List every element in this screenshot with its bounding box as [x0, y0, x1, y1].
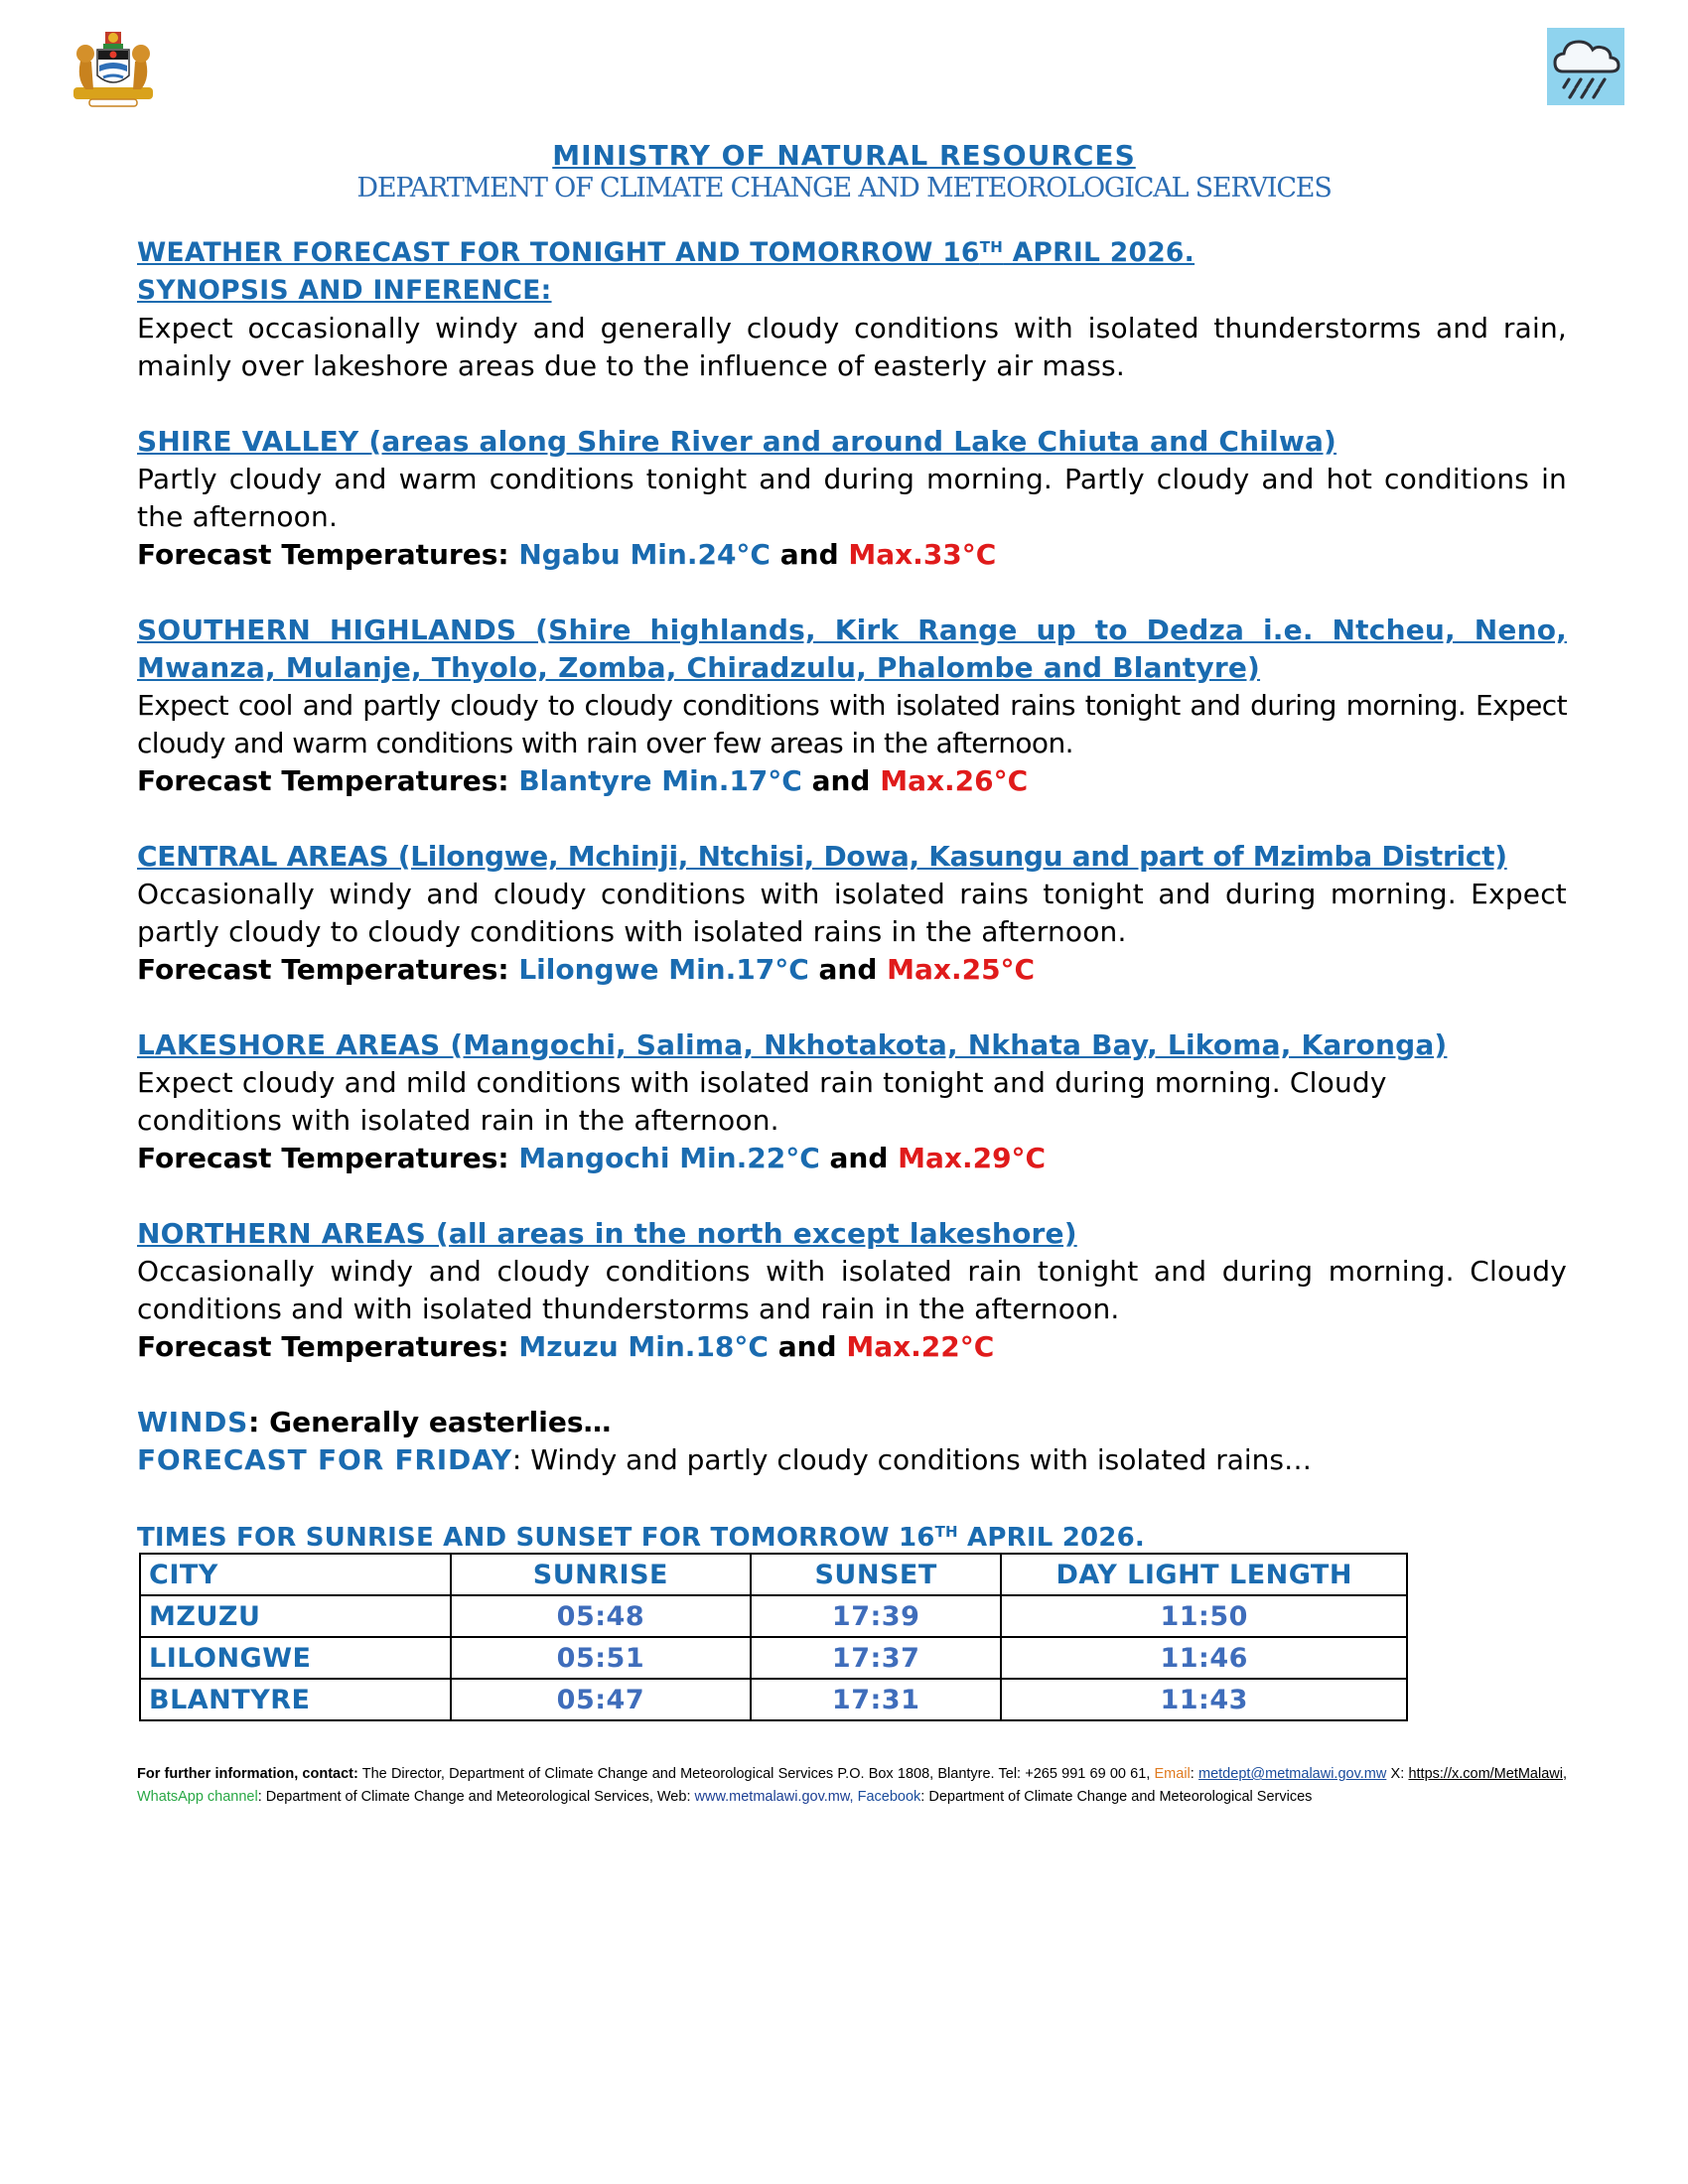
column-header: CITY — [140, 1554, 451, 1595]
contact-label: For further information, contact: — [137, 1766, 358, 1782]
city-cell: MZUZU — [140, 1595, 451, 1637]
region-heading-lakeshore-areas: LAKESHORE AREAS (Mangochi, Salima, Nkhotakota, Nkhata Bay, Likoma, Karonga) — [137, 1028, 1448, 1061]
column-header: SUNSET — [751, 1554, 1002, 1595]
region-heading-southern-highlands: SOUTHERN HIGHLANDS (Shire highlands, Kirk Range up to Dedza i.e. Ntcheu, Neno, Mwanza, Mulanje, Thyolo, Zomba, Chiradzulu, Phalombe and Blantyre) — [137, 614, 1567, 684]
winds-label: WINDS — [137, 1406, 249, 1438]
max-temp: Max.22°C — [846, 1330, 995, 1363]
city-cell: LILONGWE — [140, 1637, 451, 1679]
daylight-cell: 11:43 — [1001, 1679, 1407, 1720]
synopsis-text: Expect occasionally windy and generally cloudy conditions with isolated thunderstorms and rain, mainly over lakeshore areas due to the influence of easterly air mass. — [137, 312, 1567, 382]
coat-of-arms-icon — [68, 24, 159, 115]
min-temp: Blantyre Min.17°C — [518, 764, 802, 797]
email-label: Email — [1154, 1766, 1191, 1782]
region-text-northern-areas: Occasionally windy and cloudy conditions with isolated rain tonight and during morning. Cloudy conditions and with isolated thunderstorms and rain in the afternoon. — [137, 1255, 1567, 1325]
region-text-southern-highlands: Expect cool and partly cloudy to cloudy conditions with isolated rains tonight and during morning. Expect cloudy and warm conditions with rain over few areas in the afternoon. — [137, 689, 1567, 759]
region-temps-lakeshore-areas: Forecast Temperatures: Mangochi Min.22°C and Max.29°C — [137, 1142, 1047, 1174]
contact-text: The Director, Department of Climate Change and Meteorological Services P.O. Box 1808, Blantyre. Tel: +265 991 69 00 61, — [357, 1766, 1155, 1782]
whatsapp-text: : Department of Climate Change and Meteorological Services, Web: — [257, 1789, 695, 1805]
table-header-row — [140, 1554, 1407, 1595]
max-temp: Max.33°C — [848, 538, 997, 571]
winds-text: : Generally easterlies… — [248, 1406, 612, 1438]
ministry-title: MINISTRY OF NATURAL RESOURCES — [552, 139, 1136, 172]
department-title: DEPARTMENT OF CLIMATE CHANGE AND METEOROLOGICAL SERVICES — [356, 173, 1332, 204]
daylight-cell: 11:50 — [1001, 1595, 1407, 1637]
facebook-text: : Department of Climate Change and Meteorological Services — [920, 1789, 1313, 1805]
max-temp: Max.26°C — [880, 764, 1029, 797]
min-temp: Lilongwe Min.17°C — [518, 953, 809, 986]
max-temp: Max.25°C — [887, 953, 1036, 986]
region-temps-northern-areas: Forecast Temperatures: Mzuzu Min.18°C and Max.22°C — [137, 1330, 995, 1363]
table-row — [140, 1679, 1407, 1720]
friday-text: : Windy and partly cloudy conditions with isolated rains… — [511, 1443, 1312, 1476]
region-text-lakeshore-areas: Expect cloudy and mild conditions with isolated rain tonight and during morning. Cloudy conditions with isolated rain in the afternoon. — [137, 1066, 1387, 1137]
sunset-cell: 17:37 — [751, 1637, 1002, 1679]
daylight-cell: 11:46 — [1001, 1637, 1407, 1679]
forecast-content — [137, 234, 1567, 1721]
sunset-cell: 17:31 — [751, 1679, 1002, 1720]
region-text-central-areas: Occasionally windy and cloudy conditions with isolated rains tonight and during morning. Expect partly cloudy to cloudy conditions with isolated rains in the afternoon. — [137, 878, 1567, 948]
sun-times-table — [139, 1553, 1408, 1721]
min-temp: Ngabu Min.24°C — [518, 538, 771, 571]
contact-footer: For further information, contact: The Director, Department of Climate Change and Meteorological Services P.O. Box 1808, Blantyre. Tel: +265 991 69 00 61, Email: metdept@metmalawi.gov.mw X: https://x.com/MetMalawi, WhatsApp channel: Department of Climate Change and Meteorological Services, Web: www.metmalawi.gov.mw, Facebook: Department of Climate Change and Meteorological Services — [137, 1766, 1567, 1805]
forecast-title: WEATHER FORECAST FOR TONIGHT AND TOMORROW 16TH APRIL 2026. — [137, 237, 1196, 268]
region-heading-northern-areas: NORTHERN AREAS (all areas in the north except lakeshore) — [137, 1217, 1077, 1250]
x-link[interactable]: https://x.com/MetMalawi, — [1408, 1766, 1567, 1782]
region-temps-shire-valley: Forecast Temperatures: Ngabu Min.24°C and Max.33°C — [137, 538, 997, 571]
table-row — [140, 1595, 1407, 1637]
facebook-label[interactable]: Facebook — [853, 1789, 921, 1805]
min-temp: Mzuzu Min.18°C — [518, 1330, 769, 1363]
table-row — [140, 1637, 1407, 1679]
sunrise-cell: 05:48 — [451, 1595, 751, 1637]
sunset-cell: 17:39 — [751, 1595, 1002, 1637]
x-label: X: — [1390, 1766, 1409, 1782]
column-header: DAY LIGHT LENGTH — [1001, 1554, 1407, 1595]
friday-label: FORECAST FOR FRIDAY — [137, 1443, 512, 1476]
sunrise-cell: 05:51 — [451, 1637, 751, 1679]
max-temp: Max.29°C — [898, 1142, 1047, 1174]
rain-cloud-icon — [1547, 28, 1624, 105]
sunrise-cell: 05:47 — [451, 1679, 751, 1720]
region-heading-shire-valley: SHIRE VALLEY (areas along Shire River and around Lake Chiuta and Chilwa) — [137, 425, 1337, 458]
region-heading-central-areas: CENTRAL AREAS (Lilongwe, Mchinji, Ntchisi, Dowa, Kasungu and part of Mzimba District) — [137, 840, 1507, 873]
synopsis-heading: SYNOPSIS AND INFERENCE: — [137, 275, 552, 306]
region-text-shire-valley: Partly cloudy and warm conditions tonight and during morning. Partly cloudy and hot conditions in the afternoon. — [137, 463, 1567, 533]
email-link[interactable]: metdept@metmalawi.gov.mw — [1198, 1766, 1387, 1782]
min-temp: Mangochi Min.22°C — [518, 1142, 820, 1174]
friday-forecast-line — [137, 1441, 1567, 1479]
city-cell: BLANTYRE — [140, 1679, 451, 1720]
winds-line — [137, 1404, 1567, 1441]
whatsapp-label[interactable]: WhatsApp channel — [137, 1789, 258, 1805]
region-temps-central-areas: Forecast Temperatures: Lilongwe Min.17°C and Max.25°C — [137, 953, 1036, 986]
region-temps-southern-highlands: Forecast Temperatures: Blantyre Min.17°C and Max.26°C — [137, 764, 1029, 797]
document-header — [0, 139, 1688, 205]
column-header: SUNRISE — [451, 1554, 751, 1595]
sun-times-heading: TIMES FOR SUNRISE AND SUNSET FOR TOMORROW 16TH APRIL 2026. — [137, 1523, 1145, 1553]
web-link[interactable]: www.metmalawi.gov.mw, — [694, 1789, 854, 1805]
